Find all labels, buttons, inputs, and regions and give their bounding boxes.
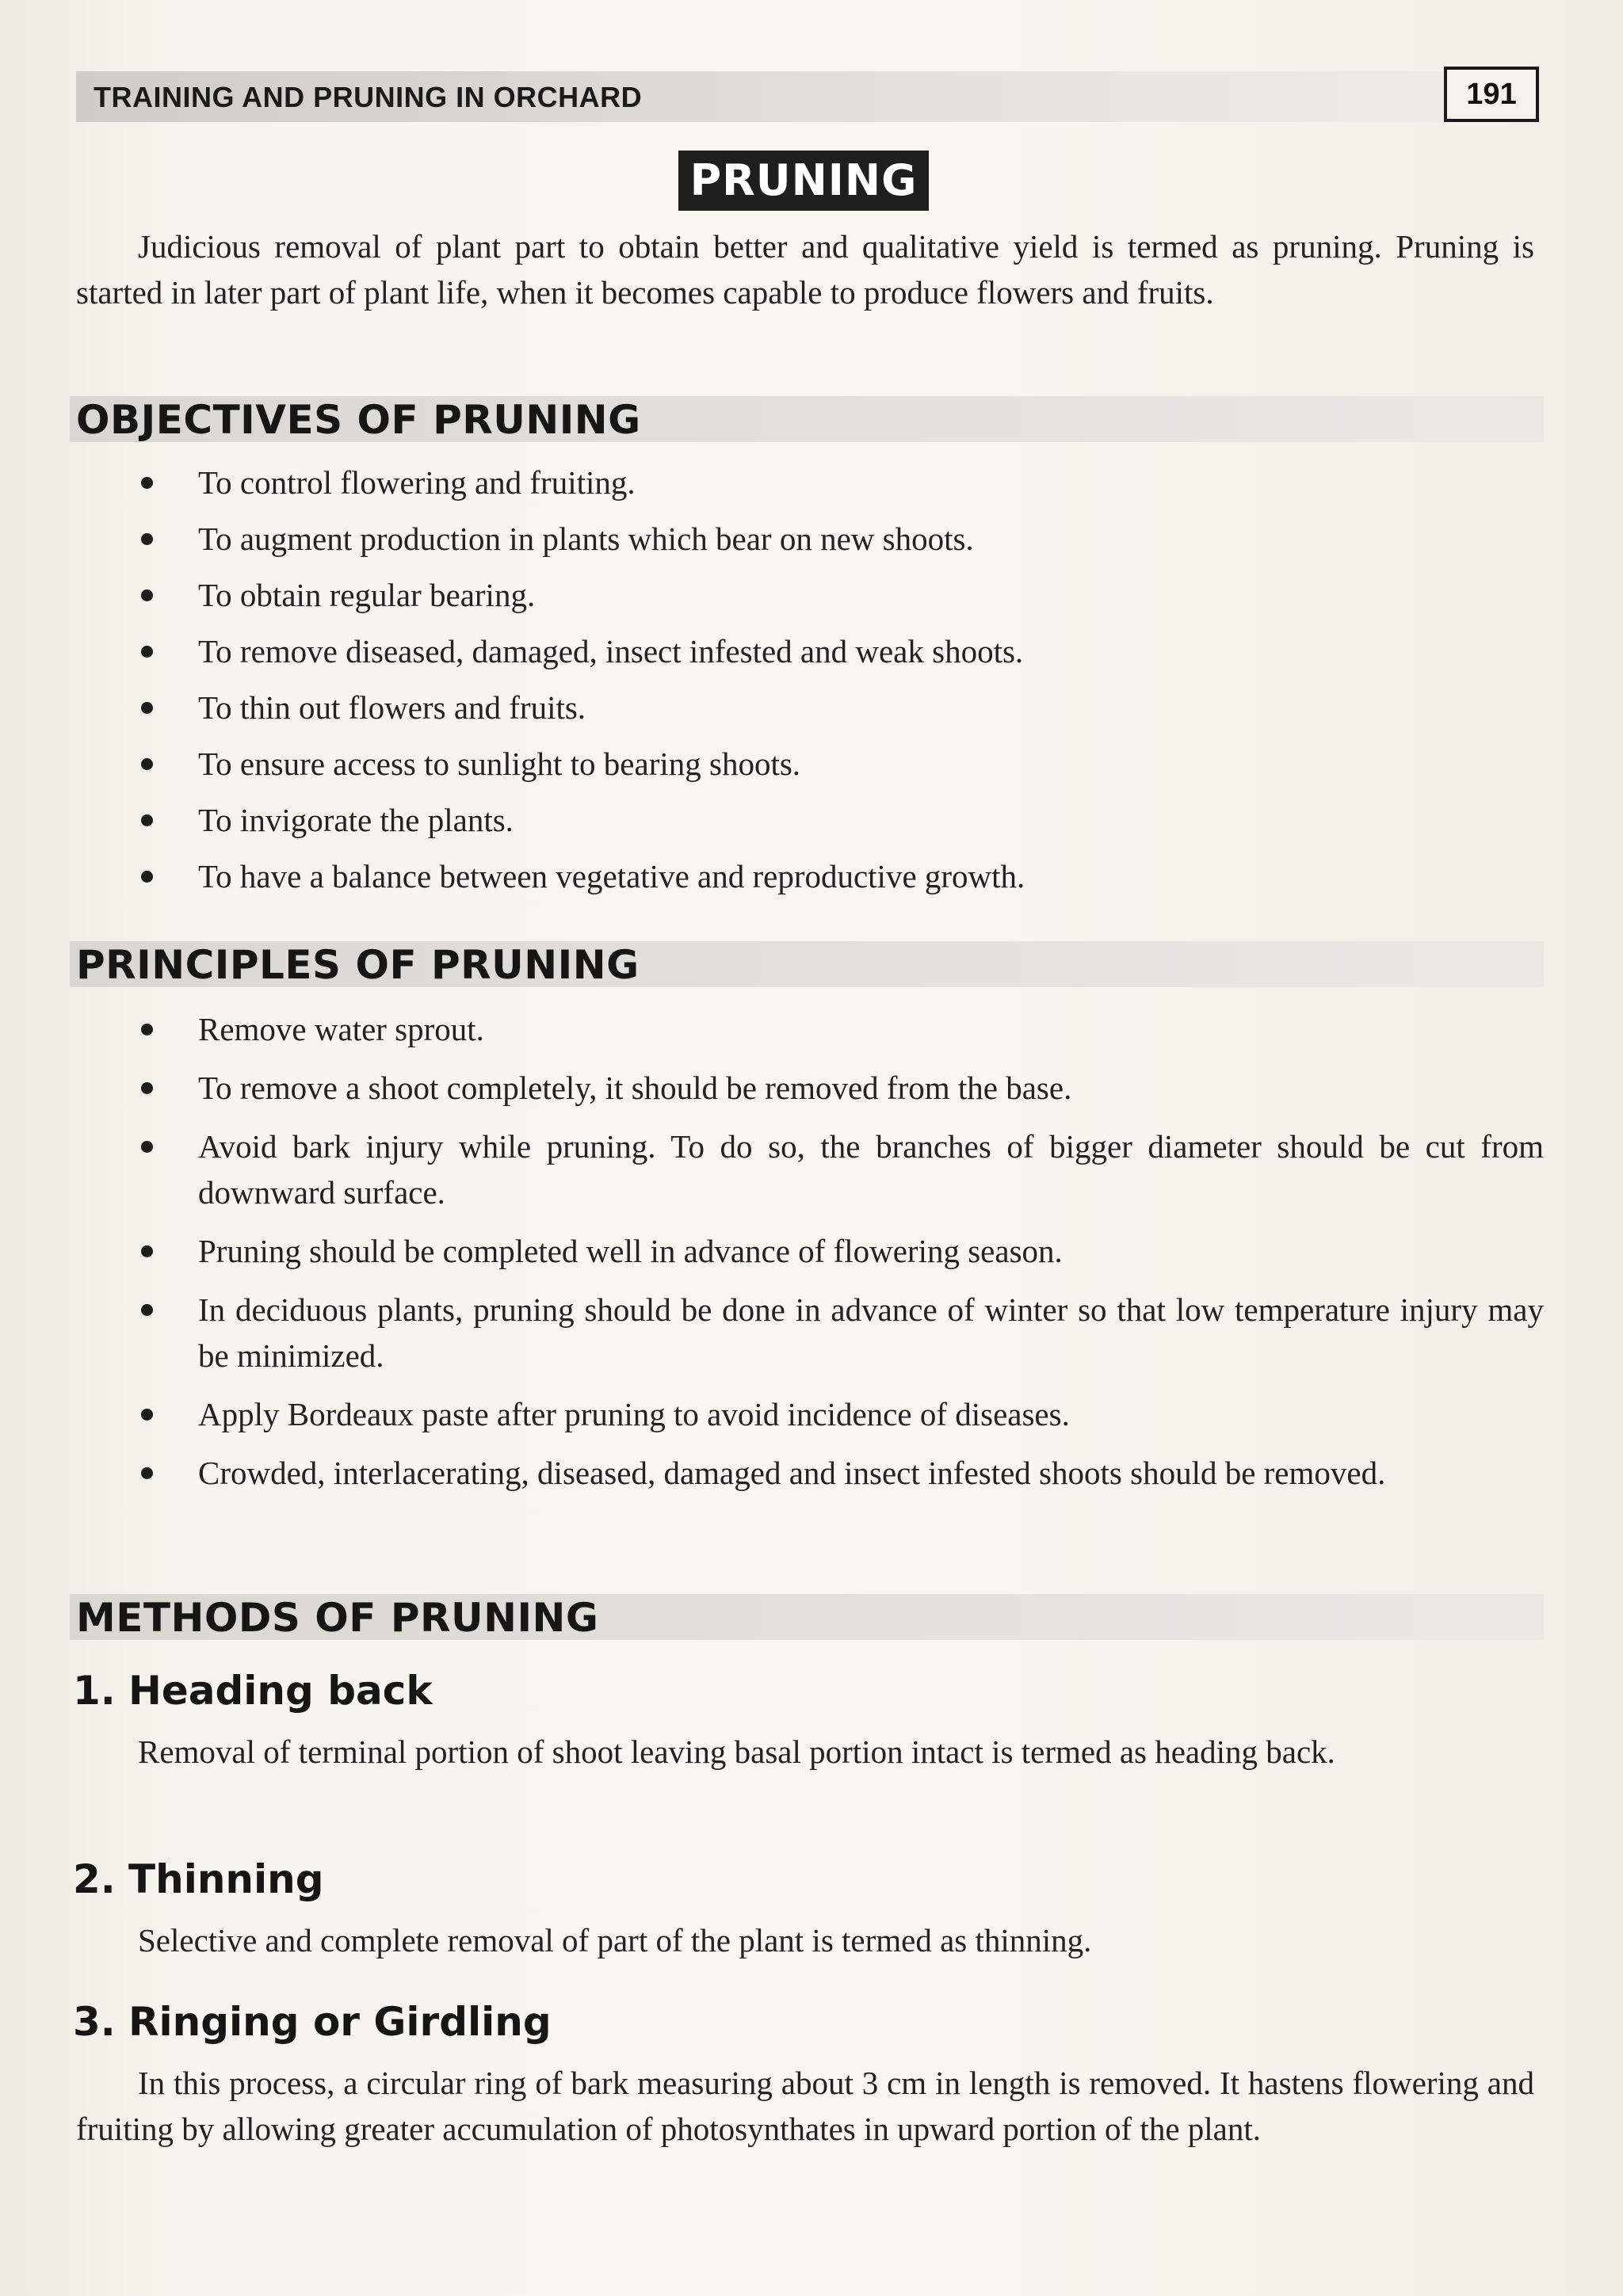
- bullet-icon: [141, 1141, 153, 1153]
- bullet-icon: [141, 1304, 153, 1316]
- list-item: To have a balance between vegetative and reproductive growth.: [0, 853, 1623, 899]
- bullet-icon: [141, 814, 153, 826]
- bullet-icon: [141, 1082, 153, 1094]
- list-item: To ensure access to sunlight to bearing shoots.: [0, 741, 1623, 787]
- principles-section-header: [70, 941, 1544, 987]
- running-header: [76, 71, 1534, 122]
- bullet-icon: [141, 1409, 153, 1421]
- running-header-title: TRAINING AND PRUNING IN ORCHARD: [94, 81, 643, 113]
- bullet-icon: [141, 1245, 153, 1257]
- objectives-section-header: [70, 396, 1544, 442]
- list-item: Avoid bark injury while pruning. To do so, the branches of bigger diameter should be cut from downward surface.: [0, 1123, 1623, 1215]
- list-item: To thin out flowers and fruits.: [0, 685, 1623, 730]
- objectives-heading: OBJECTIVES OF PRUNING: [76, 397, 641, 443]
- list-item: To control flowering and fruiting.: [0, 460, 1623, 505]
- bullet-icon: [141, 871, 153, 883]
- list-item: To invigorate the plants.: [0, 797, 1623, 843]
- bullet-icon: [141, 646, 153, 658]
- list-item: Apply Bordeaux paste after pruning to avoid incidence of diseases.: [0, 1391, 1623, 1437]
- bullet-icon: [141, 1024, 153, 1035]
- method-heading-back-title: 1. Heading back: [73, 1668, 433, 1714]
- bullet-icon: [141, 1467, 153, 1479]
- methods-heading: METHODS OF PRUNING: [76, 1595, 599, 1641]
- principles-heading: PRINCIPLES OF PRUNING: [76, 942, 640, 988]
- method-thinning-text: Selective and complete removal of part of the plant is termed as thinning.: [138, 1922, 1092, 1958]
- bullet-icon: [141, 589, 153, 601]
- list-item: Crowded, interlacerating, diseased, damaged and insect infested shoots should be removed.: [0, 1450, 1623, 1496]
- principles-list: [0, 1006, 1623, 1496]
- list-item: Remove water sprout.: [0, 1006, 1623, 1052]
- intro-text: Judicious removal of plant part to obtain better and qualitative yield is termed as pruning. Pruning is started in later part of plant life, when it becomes capable to produce flowers and fruits.: [76, 228, 1534, 311]
- list-item: Pruning should be completed well in advance of flowering season.: [0, 1228, 1623, 1274]
- methods-section-header: [70, 1594, 1544, 1640]
- chapter-title: PRUNING: [678, 151, 929, 211]
- bullet-icon: [141, 533, 153, 545]
- bullet-icon: [141, 477, 153, 489]
- method-heading-back-text: Removal of terminal portion of shoot leaving basal portion intact is termed as heading back.: [138, 1733, 1335, 1770]
- bullet-icon: [141, 758, 153, 770]
- method-ringing-text: In this process, a circular ring of bark measuring about 3 cm in length is removed. It hastens flowering and fruiting by allowing greater accumulation of photosynthates in upward portion of the plant.: [76, 2065, 1534, 2147]
- objectives-list: [0, 460, 1623, 899]
- intro-paragraph: [76, 223, 1534, 315]
- page-number: 191: [1444, 67, 1539, 122]
- list-item: To obtain regular bearing.: [0, 572, 1623, 618]
- list-item: In deciduous plants, pruning should be done in advance of winter so that low temperature injury may be minimized.: [0, 1287, 1623, 1379]
- bullet-icon: [141, 702, 153, 714]
- list-item: To augment production in plants which bear on new shoots.: [0, 516, 1623, 562]
- method-thinning-title: 2. Thinning: [73, 1856, 324, 1902]
- list-item: To remove diseased, damaged, insect infested and weak shoots.: [0, 628, 1623, 674]
- method-ringing-title: 3. Ringing or Girdling: [73, 1999, 552, 2045]
- list-item: To remove a shoot completely, it should be removed from the base.: [0, 1065, 1623, 1111]
